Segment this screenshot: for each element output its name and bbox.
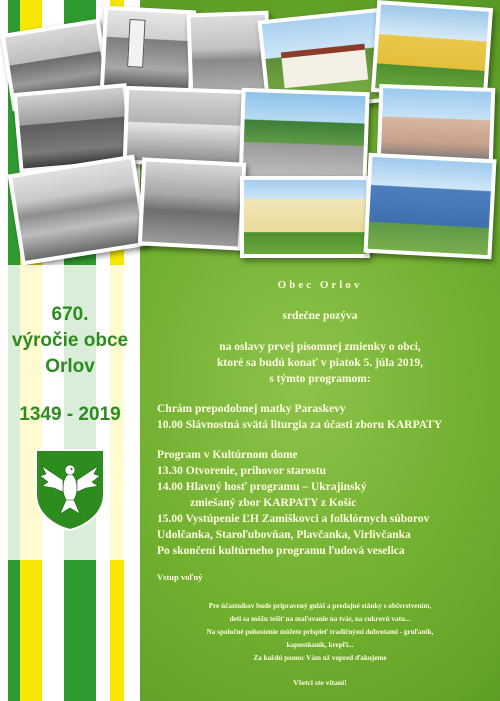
photo-old-church bbox=[100, 6, 196, 95]
program-item-performances: 15.00 Vystúpenie ĽH Zamiškovci a folklórnych súborov bbox=[157, 513, 430, 525]
anniversary-village: Orlov bbox=[45, 356, 95, 377]
footer-line-5: Za každú pomoc Vám už vopred ďakujeme bbox=[253, 654, 387, 662]
footer-line-2: deti sa môžu tešiť na maľovanie na tvár, na cukrovú vatu... bbox=[229, 615, 411, 623]
program-item-main-guest: 14.00 Hlavný hosť programu – Ukrajinský bbox=[157, 481, 367, 493]
village-name: Obec Orlov bbox=[277, 279, 363, 291]
intro-line-2: ktoré sa budú konať v piatok 5. júla 2019, bbox=[216, 357, 423, 369]
church-title: Chrám prepodobnej matky Paraskevy bbox=[157, 403, 346, 415]
anniversary-label: výročie obce bbox=[11, 330, 129, 351]
photo-old-road bbox=[138, 157, 246, 250]
anniversary-number: 670. bbox=[51, 304, 89, 325]
program-item-opening: 13.30 Otvorenie, príhovor starostu bbox=[157, 465, 326, 477]
intro-line-3: s týmto programom: bbox=[269, 373, 371, 385]
program-item-ensembles: Udolčanka, Staroľubovňan, Plavčanka, Virlivčanka bbox=[157, 529, 411, 541]
photo-municipal-office bbox=[240, 176, 370, 258]
photo-culture-house bbox=[363, 153, 496, 260]
photo-bridge bbox=[238, 88, 369, 190]
invite-text: srdečne pozýva bbox=[282, 310, 358, 322]
photo-old-school bbox=[123, 86, 252, 168]
program-title: Program v Kultúrnom dome bbox=[157, 449, 298, 461]
church-liturgy: 10.00 Slávnostná svätá liturgia za účasti zboru KARPATY bbox=[157, 419, 443, 431]
footer-line-4: kapustňaník, krepľi... bbox=[286, 641, 354, 649]
footer-line-3: Na spoločné pohostenie môžete prispieť tradičnými dobrotami - gruľaník, bbox=[206, 628, 434, 636]
coat-of-arms-icon bbox=[34, 448, 106, 532]
program-item-main-guest-cont: zmiešaný zbor KARPATY z Košíc bbox=[190, 497, 357, 509]
footer-line-1: Pre účastníkov bude pripravený guláš a predajné stánky s občerstvením, bbox=[208, 602, 432, 610]
program-item-party: Po skončení kultúrneho programu ľudová veselica bbox=[157, 545, 405, 557]
anniversary-years: 1349 - 2019 bbox=[19, 404, 121, 425]
footer-welcome: Všetci ste vítaní! bbox=[293, 678, 347, 687]
entry-free: Vstup voľný bbox=[157, 572, 203, 582]
intro-line-1: na oslavy prvej písomnej zmienky o obci, bbox=[219, 341, 421, 353]
